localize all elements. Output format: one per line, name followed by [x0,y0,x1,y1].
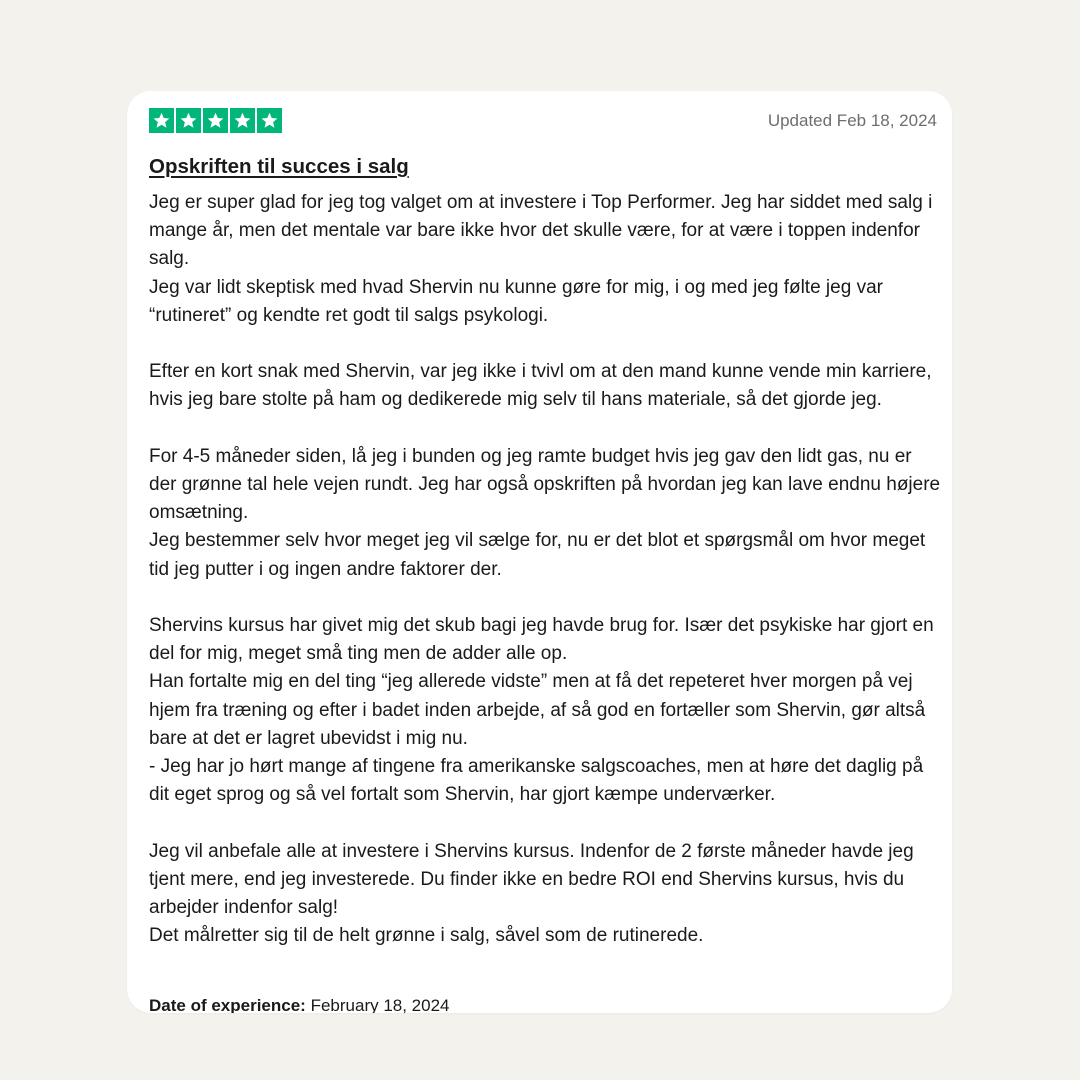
review-paragraph: Jeg er super glad for jeg tog valget om at investere i Top Performer. Jeg har siddet med salg i mange år, men det mentale var bare ikke hvor det skulle være, for at være i toppen indenfor salg. Jeg var lidt skeptisk med hvad Shervin nu kunne gøre for mig, i og med jeg følte jeg var “rutineret” og kendte ret godt til salgs psykologi. [149,192,933,326]
star-icon [149,108,174,133]
star-icon [257,108,282,133]
review-title[interactable]: Opskriften til succes i salg [149,155,409,178]
review-paragraph: Efter en kort snak med Shervin, var jeg ikke i tvivl om at den mand kunne vende min karriere, hvis jeg bare stolte på ham og dedikerede mig selv til hans materiale, så det gjorde jeg. [149,361,932,411]
review-body [149,189,944,950]
review-card [127,91,952,1013]
review-paragraph: Jeg vil anbefale alle at investere i Shervins kursus. Indenfor de 2 første måneder havde jeg tjent mere, end jeg investerede. Du finder ikke en bedre ROI end Shervins kursus, hvis du arbejder indenfor salg! Det målretter sig til de helt grønne i salg, såvel som de rutinerede. [149,840,914,947]
date-of-experience [149,994,450,1013]
date-of-experience-label: Date of experience: [149,996,306,1013]
review-paragraph: Shervins kursus har givet mig det skub bagi jeg havde brug for. Især det psykiske har gjort en del for mig, meget små ting men de adder alle op. Han fortalte mig en del ting “jeg allerede vidste” men at få det repeteret hver morgen på vej hjem fra træning og efter i badet inden arbejde, af så god en fortæller som Shervin, gør altså bare at det er lagret ubevidst i mig nu. - Jeg har jo hørt mange af tingene fra amerikanske salgscoaches, men at høre det daglig på dit eget sprog og så vel fortalt som Shervin, har gjort kæmpe underværker. [149,615,934,806]
date-of-experience-value: February 18, 2024 [310,996,450,1013]
review-paragraph: For 4-5 måneder siden, lå jeg i bunden og jeg ramte budget hvis jeg gav den lidt gas, nu er der grønne tal hele vejen rundt. Jeg har også opskriften på hvordan jeg kan lave endnu højere omsætning. Jeg bestemmer selv hvor meget jeg vil sælge for, nu er det blot et spørgsmål om hvor meget tid jeg putter i og ingen andre faktorer der. [149,445,941,580]
star-icon [230,108,255,133]
star-icon [176,108,201,133]
updated-date: Updated Feb 18, 2024 [767,111,937,130]
star-rating [149,108,282,133]
star-icon [203,108,228,133]
